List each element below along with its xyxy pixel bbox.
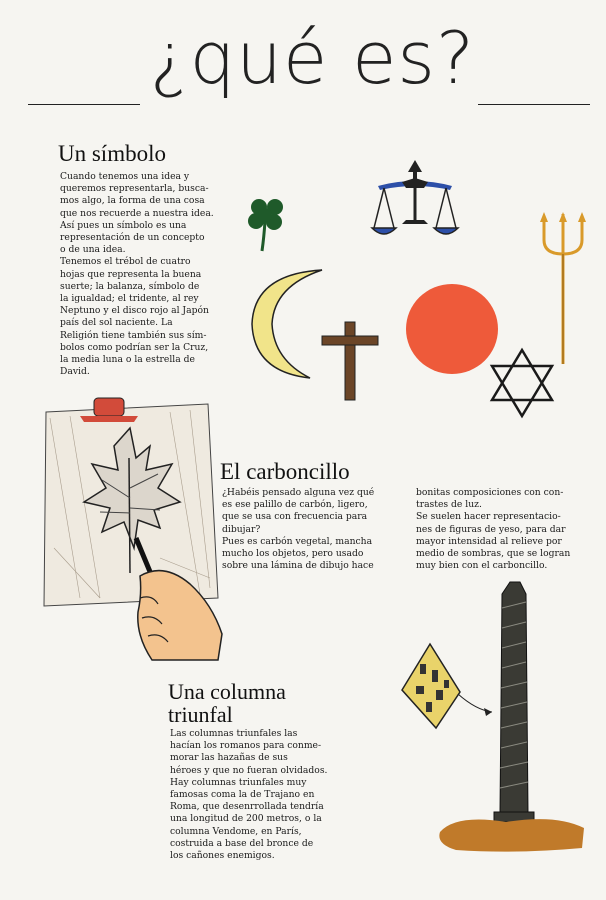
- text-line: una longitud de 200 metros, o la: [170, 813, 322, 825]
- text-line: los cañones enemigos.: [170, 850, 275, 862]
- text-line: Tenemos el trébol de cuatro: [60, 256, 191, 268]
- text-line: dibujar?: [222, 523, 261, 535]
- text-line: Hay columnas triunfales muy: [170, 776, 307, 788]
- header-rule-left: [28, 104, 140, 105]
- scale-icon: [372, 158, 458, 244]
- text-line: Cuando tenemos una idea y: [60, 171, 190, 182]
- star-of-david-icon: [490, 348, 554, 418]
- carboncillo-text-col2: [416, 487, 602, 572]
- cross-icon: [322, 322, 378, 400]
- red-disc-icon: [404, 282, 500, 376]
- text-line: morar las hazañas de sus: [170, 752, 288, 764]
- text-line: queremos representarla, busca-: [60, 183, 209, 195]
- text-line: hacían los romanos para conme-: [170, 740, 322, 752]
- text-line: o de una idea.: [60, 244, 126, 256]
- text-line: Pues es carbón vegetal, mancha: [222, 535, 373, 547]
- text-line: muy bien con el carboncillo.: [416, 560, 548, 572]
- header-rule-right: [478, 104, 590, 105]
- text-line: David.: [60, 366, 90, 378]
- text-line: es ese palillo de carbón, ligero,: [222, 499, 368, 511]
- text-line: suerte; la balanza, símbolo de: [60, 280, 200, 292]
- text-line: Religión tiene también sus sím-: [60, 329, 207, 341]
- text-line: columna Vendome, en París,: [170, 825, 302, 837]
- clover-icon: [244, 195, 290, 255]
- section-heading-carboncillo: El carboncillo: [220, 459, 350, 484]
- text-line: costruida a base del bronce de: [170, 837, 314, 849]
- text-line: ¿Habéis pensado alguna vez qué: [222, 487, 375, 498]
- triumphal-column-illustration: [396, 578, 586, 854]
- text-line: héroes y que no fueran olvidados.: [170, 764, 328, 776]
- text-line: sobre una lámina de dibujo hace: [222, 560, 374, 572]
- text-line: mucho los objetos, pero usado: [222, 548, 364, 560]
- text-line: la media luna o la estrella de: [60, 354, 195, 366]
- section-heading-columna: [168, 680, 286, 726]
- heading-line: triunfal: [168, 702, 233, 728]
- text-line: que se usa con frecuencia para: [222, 511, 368, 523]
- text-line: Así pues un símbolo es una: [60, 219, 187, 231]
- carboncillo-text-col1: [222, 487, 412, 572]
- text-line: Neptuno y el disco rojo al Japón: [60, 305, 209, 317]
- text-line: la igualdad; el tridente, al rey: [60, 293, 199, 305]
- page-title: ¿qué es?: [150, 16, 476, 100]
- text-line: hojas que representa la buena: [60, 268, 202, 280]
- section-heading-simbolo: Un símbolo: [58, 141, 166, 166]
- columna-text: [170, 728, 360, 862]
- text-line: trastes de luz.: [416, 499, 482, 511]
- text-line: bonitas composiciones con con-: [416, 487, 564, 498]
- text-line: nes de figuras de yeso, para dar: [416, 523, 566, 535]
- text-line: representación de un concepto: [60, 232, 205, 244]
- simbolo-text: [60, 171, 240, 378]
- text-line: famosas coma la de Trajano en: [170, 789, 315, 801]
- heading-line: Una columna: [168, 679, 286, 704]
- text-line: Se suelen hacer representacio-: [416, 511, 561, 523]
- text-line: medio de sombras, que se logran: [416, 548, 571, 560]
- text-line: que nos recuerde a nuestra idea.: [60, 207, 214, 219]
- crescent-moon-icon: [246, 264, 326, 382]
- charcoal-drawing-illustration: [40, 398, 226, 660]
- text-line: mos algo, la forma de una cosa: [60, 195, 205, 207]
- text-line: Roma, que desenrrollada tendría: [170, 801, 324, 813]
- text-line: Las columnas triunfales las: [170, 728, 298, 739]
- text-line: bolos como podrían ser la Cruz,: [60, 341, 209, 353]
- text-line: país del sol naciente. La: [60, 317, 173, 329]
- text-line: mayor intensidad al relieve por: [416, 535, 562, 547]
